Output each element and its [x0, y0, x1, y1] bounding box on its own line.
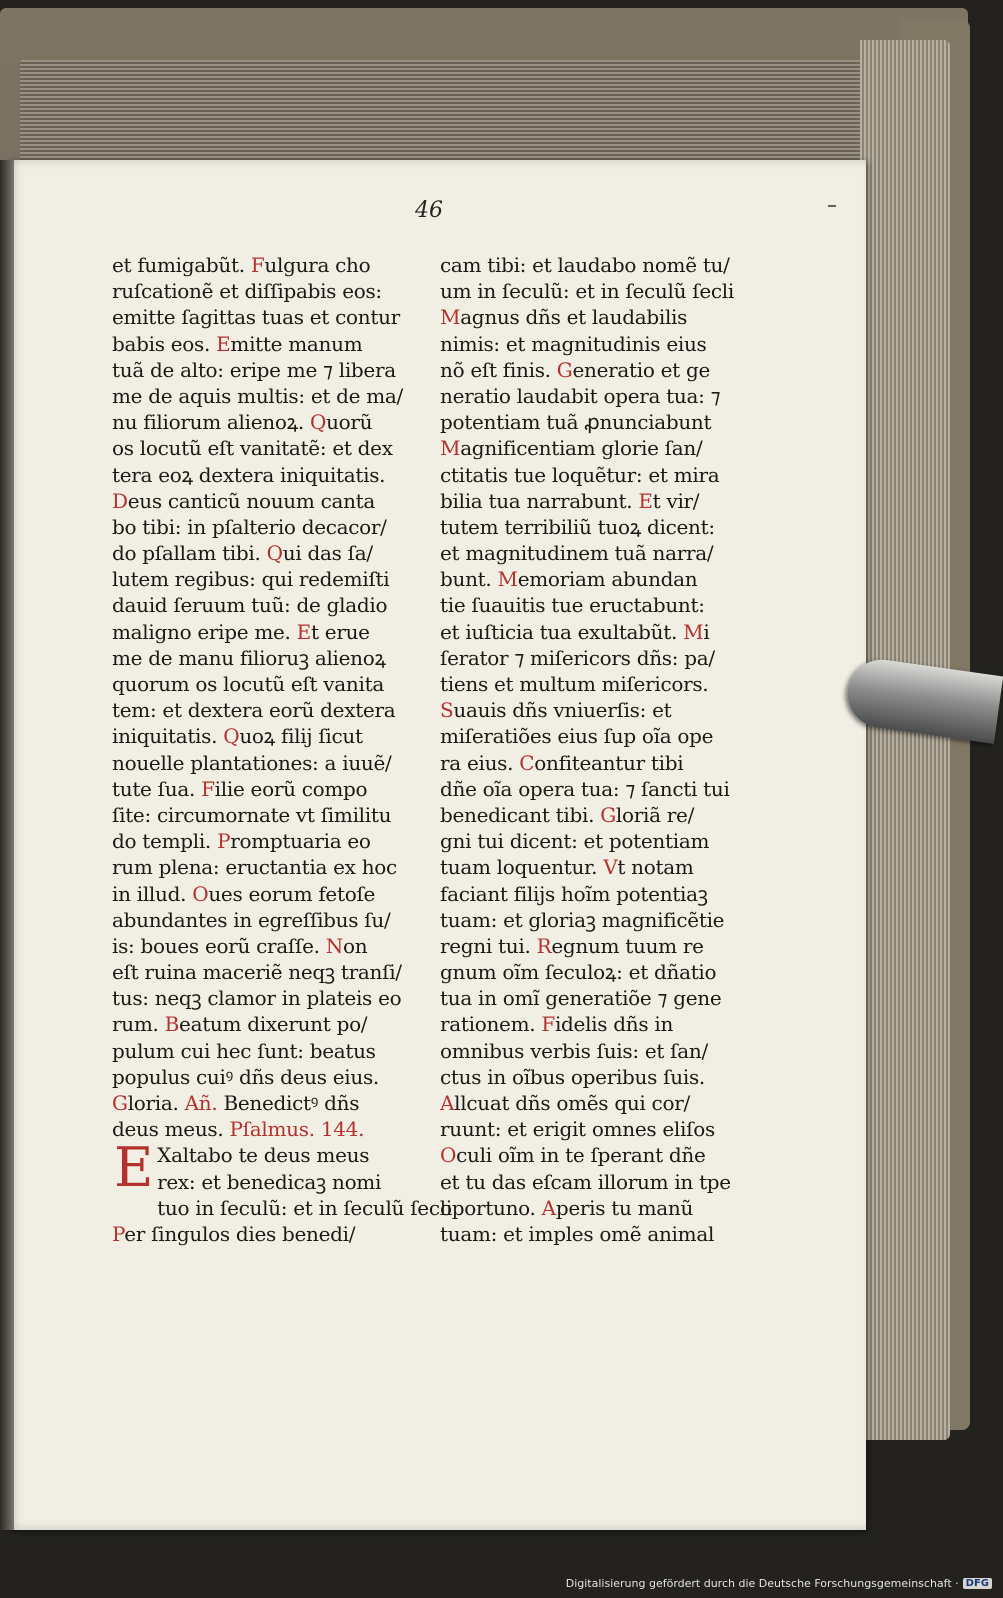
rubric-text: Pſalmus. 144.	[229, 1117, 365, 1142]
text-segment: cam tibi: et laudabo nomẽ tu/	[440, 253, 730, 277]
text-line	[112, 540, 428, 566]
text-segment: pulum cui hec ſunt: beatus	[112, 1038, 376, 1063]
text-segment: babis eos.	[112, 331, 217, 356]
text-segment: maligno eripe me.	[112, 619, 297, 644]
rubric-text: O	[192, 881, 209, 906]
text-segment: ctitatis tue loquẽtur: et mira	[440, 462, 720, 487]
text-segment: tuam: et imples omẽ animal	[440, 1221, 715, 1246]
text-line	[440, 985, 752, 1011]
text-line	[440, 1142, 752, 1168]
text-segment: eus canticũ nouum canta	[127, 488, 376, 513]
text-segment: et fumigabũt.	[112, 253, 251, 277]
text-segment: tera eoꝝ dextera iniquitatis.	[112, 462, 386, 487]
text-segment: do pſallam tibi.	[112, 541, 267, 566]
text-line	[112, 278, 428, 304]
text-segment: dauid ſeruum tuũ: de gladio	[112, 593, 388, 618]
text-segment: tiens et multum miſericors.	[440, 672, 709, 696]
text-segment: oportuno.	[440, 1195, 542, 1220]
text-line	[112, 1038, 428, 1064]
rubric-text: B	[164, 1012, 180, 1037]
text-line	[440, 854, 752, 880]
text-line	[440, 1116, 752, 1142]
text-line	[440, 907, 752, 933]
rubric-text: F	[541, 1012, 555, 1037]
rubric-text: P	[217, 829, 231, 854]
text-segment: t erue	[310, 619, 370, 644]
text-segment: nõ eſt finis.	[440, 357, 557, 382]
text-line	[440, 881, 752, 907]
rubric-text: A	[440, 1091, 455, 1115]
text-segment: tuam loquentur.	[440, 855, 604, 880]
text-segment: gni tui dicent: et potentiam	[440, 829, 710, 854]
text-segment: lutem regibus: qui redemiſti	[112, 567, 390, 592]
text-segment: ra eius.	[440, 750, 520, 775]
text-segment: nimis: et magnitudinis eius	[440, 331, 707, 356]
left-text-column	[112, 252, 452, 1247]
text-segment: ui das ſa/	[282, 541, 373, 566]
text-segment: abundantes in egreſſibus ſu/	[112, 907, 391, 932]
text-segment: is: boues eorũ craſſe.	[112, 933, 326, 958]
text-segment: peris tu manũ	[555, 1195, 694, 1220]
text-line	[440, 645, 752, 671]
text-line	[112, 697, 428, 723]
text-segment: emoriam abundan	[517, 567, 698, 592]
rubric-text: Q	[223, 724, 240, 749]
text-line	[112, 933, 428, 959]
text-line	[440, 1038, 752, 1064]
text-segment: ulgura cho	[264, 253, 371, 277]
text-line	[440, 383, 752, 409]
rubric-text: Q	[309, 410, 327, 435]
text-line	[440, 1195, 752, 1221]
text-line	[440, 566, 752, 592]
text-segment: ruſcationẽ et diſſipabis eos:	[112, 279, 382, 304]
page-block-top-edge	[20, 60, 880, 170]
digitization-credit	[566, 1577, 992, 1590]
rubric-text: G	[600, 802, 616, 827]
text-line	[112, 750, 428, 776]
text-segment: ctus in oĩbus operibus ſuis.	[440, 1064, 705, 1089]
text-segment: benedicant tibi.	[440, 802, 601, 827]
text-line	[112, 592, 428, 618]
text-segment: me de manu filioruꝫ alienoꝝ	[112, 645, 386, 670]
text-line	[112, 304, 428, 330]
text-line	[440, 802, 752, 828]
text-line	[440, 619, 752, 645]
text-segment: i	[703, 619, 710, 644]
text-segment: omnibus verbis ſuis: et ſan/	[440, 1038, 708, 1063]
text-segment: ſite: circumornate vt ſimilitu	[112, 802, 392, 827]
dfg-logo-icon: DFG	[963, 1578, 992, 1589]
text-line	[440, 1011, 752, 1037]
rubric-text: M	[497, 567, 518, 592]
text-line	[112, 1090, 428, 1116]
text-line	[440, 540, 752, 566]
text-line	[112, 1221, 428, 1247]
text-segment: dñe oĩa opera tua: ⁊ ſancti tui	[440, 776, 730, 801]
text-segment: iniquitatis.	[112, 724, 224, 749]
text-segment: tus: neqꝫ clamor in plateis eo	[112, 986, 402, 1011]
text-line	[112, 959, 428, 985]
text-segment: ues eorum fetoſe	[208, 881, 376, 906]
rubric-text: G	[112, 1091, 128, 1115]
rubric-text: A	[541, 1195, 556, 1220]
text-segment: rationem.	[440, 1012, 542, 1037]
rubric-text: G	[556, 357, 573, 382]
text-line	[440, 828, 752, 854]
rubric-text: Q	[266, 541, 283, 566]
rubric-text: Añ.	[184, 1091, 218, 1115]
text-segment: os locutũ eſt vanitatẽ: et dex	[112, 436, 393, 461]
page-number: 46	[415, 198, 443, 223]
text-segment: idelis dñs in	[554, 1012, 674, 1037]
text-line	[112, 514, 428, 540]
rubric-text: E	[296, 619, 311, 644]
text-line	[112, 1116, 428, 1142]
text-segment: ilie eorũ compo	[214, 776, 368, 801]
text-line	[112, 645, 428, 671]
text-segment: agnus dñs et laudabilis	[460, 305, 688, 330]
text-segment: tem: et dextera eorũ dextera	[112, 698, 396, 723]
text-segment: bo tibi: in pſalterio decacor/	[112, 514, 387, 539]
text-segment: er ſingulos dies benedi/	[124, 1221, 356, 1246]
text-segment: tuam: et gloriaꝫ magnificẽtie	[440, 907, 725, 932]
text-segment: potentiam tuã ꝓnunciabunt	[440, 410, 712, 435]
text-segment: miſeratiões eius ſup oĩa ope	[440, 724, 714, 749]
text-segment: rum plena: eructantia ex hoc	[112, 855, 397, 880]
text-segment: emitte ſagittas tuas et contur	[112, 305, 400, 330]
text-line	[440, 304, 752, 330]
rubric-text: F	[201, 776, 215, 801]
text-segment: uoꝝ filij ſicut	[239, 724, 363, 749]
text-line	[112, 723, 428, 749]
rubric-text: D	[112, 488, 128, 513]
text-segment: t notam	[617, 855, 694, 880]
rubric-text: V	[603, 855, 618, 880]
text-line	[440, 514, 752, 540]
text-segment: et tu das eſcam illorum in tpe	[440, 1169, 731, 1194]
page-block-fore-edge	[860, 40, 950, 1440]
text-segment: rex: et benedicaꝫ nomi	[157, 1169, 382, 1194]
margin-mark	[828, 205, 836, 207]
text-segment: tua in omĩ generatiõe ⁊ gene	[440, 986, 722, 1011]
text-line	[440, 671, 752, 697]
text-segment: on	[342, 933, 368, 958]
text-line	[112, 383, 428, 409]
text-segment: populus cuiꝰ dñs deus eius.	[112, 1064, 379, 1089]
text-line	[112, 1011, 428, 1037]
text-segment: egnum tuum re	[551, 933, 704, 958]
text-segment: bunt.	[440, 567, 498, 592]
text-line	[112, 671, 428, 697]
text-line	[440, 776, 752, 802]
text-segment: ruunt: et erigit omnes eliſos	[440, 1117, 715, 1142]
text-line	[440, 697, 752, 723]
text-segment: faciant filijs hoĩm potentiaꝫ	[440, 881, 708, 906]
text-segment: neratio laudabit opera tua: ⁊	[440, 383, 721, 408]
text-line	[440, 1090, 752, 1116]
text-line	[440, 959, 752, 985]
text-segment: loriã re/	[615, 802, 695, 827]
rubric-text: P	[112, 1221, 125, 1246]
text-segment: loria.	[127, 1091, 185, 1115]
text-segment: tuo in ſeculũ: et in ſeculũ ſecli	[157, 1195, 452, 1220]
text-segment: um in ſeculũ: et in ſeculũ ſecli	[440, 279, 734, 304]
text-line	[112, 435, 428, 461]
text-segment: et iuſticia tua exultabũt.	[440, 619, 684, 644]
text-line	[112, 1195, 452, 1221]
text-line	[112, 1064, 428, 1090]
text-line	[440, 1064, 752, 1090]
text-segment: quorum os locutũ eſt vanita	[112, 672, 384, 696]
rubric-text: F	[250, 253, 265, 277]
text-line	[440, 435, 752, 461]
text-line	[440, 1221, 752, 1247]
text-line	[440, 331, 752, 357]
text-line	[440, 357, 752, 383]
text-segment: Benedictꝰ dñs	[217, 1091, 360, 1115]
text-line	[112, 252, 428, 278]
text-line	[112, 488, 428, 514]
text-line	[112, 985, 428, 1011]
rubric-text: S	[440, 698, 454, 723]
text-line	[112, 776, 428, 802]
text-segment: eatum dixerunt po/	[179, 1012, 368, 1037]
text-segment: Xaltabo te deus meus	[157, 1143, 370, 1168]
rubric-text: M	[440, 436, 461, 461]
text-segment: culi oĩm in te ſperant dñe	[456, 1143, 706, 1168]
text-segment: me de aquis multis: et de ma/	[112, 383, 403, 408]
text-line	[112, 462, 428, 488]
rubric-text: E	[638, 488, 653, 513]
text-line	[440, 1169, 752, 1195]
text-segment: deus meus.	[112, 1117, 230, 1142]
text-segment: rum.	[112, 1012, 165, 1037]
text-segment: uorũ	[326, 410, 373, 435]
text-line	[112, 331, 428, 357]
text-segment: in illud.	[112, 881, 193, 906]
text-segment: et magnitudinem tuã narra/	[440, 541, 714, 566]
text-line	[112, 828, 428, 854]
text-line	[440, 750, 752, 776]
text-line	[440, 462, 752, 488]
text-line	[112, 907, 428, 933]
rubric-text: N	[325, 933, 343, 958]
text-line	[112, 566, 428, 592]
text-line	[112, 1169, 428, 1195]
book-gutter	[0, 160, 14, 1530]
text-segment: romptuaria eo	[230, 829, 371, 854]
right-text-column	[440, 252, 752, 1247]
credit-text: Digitalisierung gefördert durch die Deutsche Forschungsgemeinschaft ·	[565, 1577, 959, 1590]
rubric-text: M	[440, 305, 461, 330]
text-segment: eſt ruina maceriẽ neqꝫ tranſi/	[112, 960, 402, 985]
text-line	[440, 488, 752, 514]
text-segment: tutem terribiliũ tuoꝝ dicent:	[440, 514, 715, 539]
text-segment: mitte manum	[230, 331, 363, 356]
text-line	[112, 881, 428, 907]
text-line	[440, 278, 752, 304]
text-line	[440, 723, 752, 749]
text-segment: uauis dñs vniuerſis: et	[453, 698, 672, 723]
text-segment: regni tui.	[440, 933, 537, 958]
rubric-text: E	[216, 331, 231, 356]
text-line	[112, 619, 428, 645]
text-segment: t vir/	[652, 488, 700, 513]
text-line	[440, 933, 752, 959]
text-segment: nouelle plantationes: a iuuẽ/	[112, 750, 392, 775]
rubric-text: O	[440, 1143, 457, 1168]
text-segment: agnificentiam glorie ſan/	[460, 436, 703, 461]
text-segment: llcuat dñs omẽs qui cor/	[454, 1091, 690, 1115]
text-line	[440, 409, 752, 435]
text-segment: tie ſuauitis tue eructabunt:	[440, 593, 705, 618]
text-segment: eneratio et ge	[572, 357, 711, 382]
text-segment: tute ſua.	[112, 776, 202, 801]
text-line	[112, 357, 428, 383]
text-segment: gnum oĩm ſeculoꝝ: et dñatio	[440, 960, 717, 985]
text-segment: do templi.	[112, 829, 218, 854]
text-line	[440, 252, 752, 278]
text-segment: bilia tua narrabunt.	[440, 488, 639, 513]
text-line	[440, 592, 752, 618]
text-line	[112, 409, 428, 435]
text-segment: nu filiorum alienoꝝ.	[112, 410, 310, 435]
rubric-text: R	[536, 933, 552, 958]
initial-capital: E	[114, 1136, 154, 1200]
text-segment: ſerator ⁊ miſericors dñs: pa/	[440, 645, 715, 670]
text-segment: onfiteantur tibi	[534, 750, 684, 775]
text-segment: tuã de alto: eripe me ⁊ libera	[112, 357, 396, 382]
text-line	[112, 802, 428, 828]
rubric-text: M	[683, 619, 704, 644]
text-line	[112, 854, 428, 880]
rubric-text: C	[519, 750, 535, 775]
